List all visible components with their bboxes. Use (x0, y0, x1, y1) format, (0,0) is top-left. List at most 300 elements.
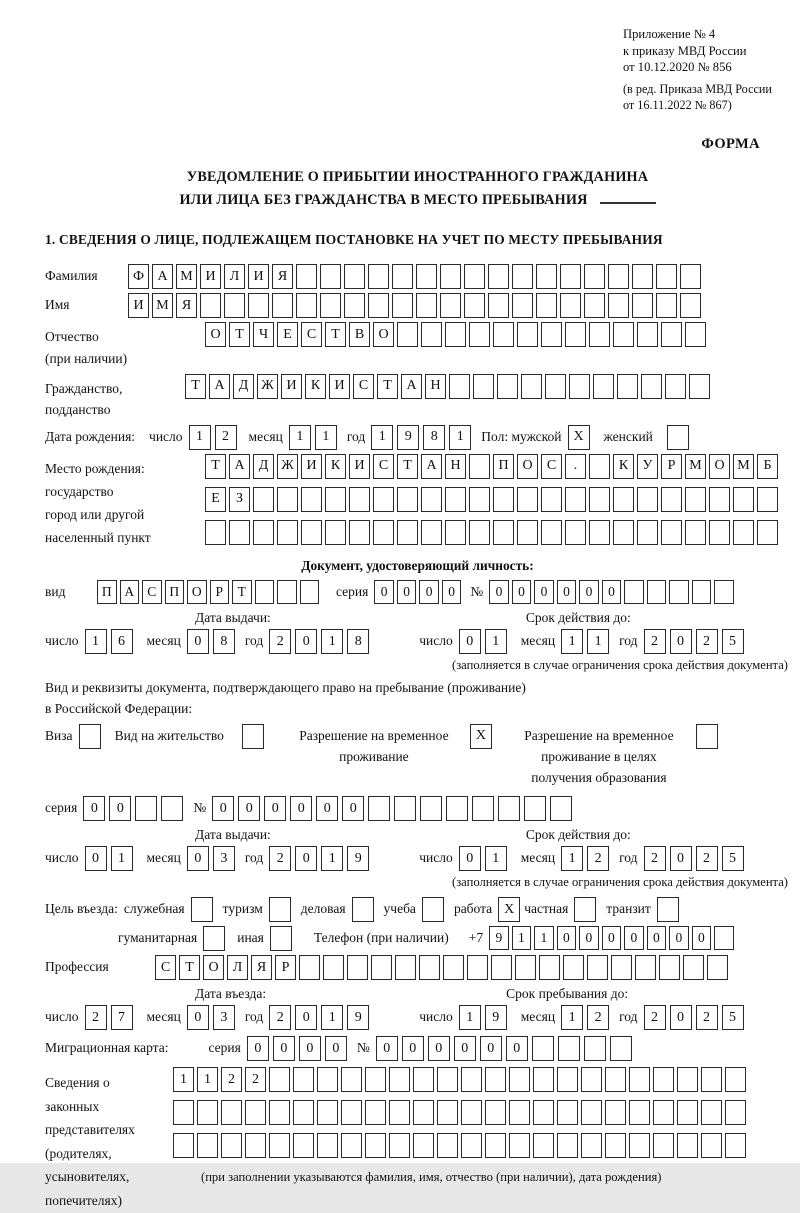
char-cell[interactable]: А (229, 454, 250, 479)
char-cell[interactable] (589, 454, 610, 479)
char-cell[interactable] (637, 487, 658, 512)
char-cell[interactable] (296, 293, 317, 318)
char-cell[interactable] (512, 264, 533, 289)
char-cell[interactable] (320, 264, 341, 289)
char-cell[interactable]: 0 (647, 926, 667, 950)
char-cell[interactable]: Д (253, 454, 274, 479)
char-cell[interactable]: 0 (273, 1036, 295, 1061)
char-cell[interactable] (135, 796, 157, 821)
char-cell[interactable]: А (152, 264, 173, 289)
char-cell[interactable] (293, 1067, 314, 1092)
char-cell[interactable] (488, 293, 509, 318)
char-cell[interactable]: 1 (534, 926, 554, 950)
char-cell[interactable]: И (128, 293, 149, 318)
char-cell[interactable] (689, 374, 710, 399)
char-cell[interactable] (272, 293, 293, 318)
char-cell[interactable]: 1 (459, 1005, 481, 1030)
char-cell[interactable] (574, 897, 596, 922)
char-cell[interactable]: 0 (506, 1036, 528, 1061)
char-cell[interactable]: Т (185, 374, 206, 399)
char-cell[interactable]: В (349, 322, 370, 347)
char-cell[interactable] (532, 1036, 554, 1061)
char-cell[interactable] (488, 264, 509, 289)
char-cell[interactable]: П (97, 580, 117, 604)
char-cell[interactable]: 2 (696, 629, 718, 654)
char-cell[interactable] (653, 1067, 674, 1092)
char-cell[interactable] (389, 1067, 410, 1092)
char-cell[interactable] (461, 1133, 482, 1158)
char-cell[interactable]: 0 (480, 1036, 502, 1061)
char-cell[interactable] (524, 796, 546, 821)
char-cell[interactable] (469, 322, 490, 347)
char-cell[interactable] (320, 293, 341, 318)
char-cell[interactable]: Д (233, 374, 254, 399)
char-cell[interactable]: 2 (85, 1005, 107, 1030)
char-cell[interactable]: 1 (197, 1067, 218, 1092)
char-cell[interactable] (653, 1133, 674, 1158)
char-cell[interactable] (301, 520, 322, 545)
char-cell[interactable]: 2 (215, 425, 237, 450)
char-cell[interactable] (437, 1133, 458, 1158)
char-cell[interactable] (605, 1067, 626, 1092)
char-cell[interactable]: Т (397, 454, 418, 479)
char-cell[interactable] (421, 520, 442, 545)
char-cell[interactable] (437, 1067, 458, 1092)
char-cell[interactable]: М (685, 454, 706, 479)
char-cell[interactable] (349, 520, 370, 545)
char-cell[interactable]: З (229, 487, 250, 512)
char-cell[interactable] (229, 520, 250, 545)
char-cell[interactable] (665, 374, 686, 399)
char-cell[interactable] (245, 1100, 266, 1125)
char-cell[interactable]: Т (377, 374, 398, 399)
char-cell[interactable]: 0 (692, 926, 712, 950)
char-cell[interactable] (709, 487, 730, 512)
char-cell[interactable]: 0 (109, 796, 131, 821)
char-cell[interactable]: О (373, 322, 394, 347)
char-cell[interactable] (464, 293, 485, 318)
char-cell[interactable] (449, 374, 470, 399)
char-cell[interactable]: Е (277, 322, 298, 347)
char-cell[interactable] (533, 1067, 554, 1092)
char-cell[interactable]: А (209, 374, 230, 399)
char-cell[interactable]: А (401, 374, 422, 399)
char-cell[interactable] (293, 1100, 314, 1125)
char-cell[interactable] (395, 955, 416, 980)
char-cell[interactable] (632, 264, 653, 289)
char-cell[interactable] (541, 487, 562, 512)
char-cell[interactable] (248, 293, 269, 318)
char-cell[interactable] (550, 796, 572, 821)
char-cell[interactable]: 8 (347, 629, 369, 654)
char-cell[interactable]: X (568, 425, 590, 450)
char-cell[interactable]: 0 (85, 846, 107, 871)
char-cell[interactable]: 1 (561, 629, 583, 654)
char-cell[interactable] (557, 1133, 578, 1158)
char-cell[interactable] (714, 580, 734, 604)
char-cell[interactable]: С (541, 454, 562, 479)
char-cell[interactable] (680, 264, 701, 289)
char-cell[interactable] (469, 520, 490, 545)
char-cell[interactable] (253, 520, 274, 545)
char-cell[interactable] (344, 293, 365, 318)
char-cell[interactable]: Л (224, 264, 245, 289)
char-cell[interactable] (541, 322, 562, 347)
char-cell[interactable]: 0 (670, 629, 692, 654)
char-cell[interactable]: Я (251, 955, 272, 980)
char-cell[interactable]: П (165, 580, 185, 604)
char-cell[interactable] (469, 487, 490, 512)
char-cell[interactable] (368, 796, 390, 821)
char-cell[interactable] (557, 1067, 578, 1092)
char-cell[interactable]: 0 (299, 1036, 321, 1061)
char-cell[interactable] (325, 520, 346, 545)
char-cell[interactable] (635, 955, 656, 980)
char-cell[interactable] (352, 897, 374, 922)
char-cell[interactable]: 5 (722, 1005, 744, 1030)
char-cell[interactable] (197, 1100, 218, 1125)
char-cell[interactable] (349, 487, 370, 512)
char-cell[interactable] (296, 264, 317, 289)
char-cell[interactable] (446, 796, 468, 821)
char-cell[interactable] (677, 1100, 698, 1125)
char-cell[interactable] (173, 1100, 194, 1125)
char-cell[interactable] (344, 264, 365, 289)
char-cell[interactable] (277, 520, 298, 545)
char-cell[interactable] (617, 374, 638, 399)
char-cell[interactable] (545, 374, 566, 399)
char-cell[interactable]: Т (229, 322, 250, 347)
char-cell[interactable] (498, 796, 520, 821)
char-cell[interactable]: А (421, 454, 442, 479)
char-cell[interactable]: И (200, 264, 221, 289)
char-cell[interactable] (563, 955, 584, 980)
char-cell[interactable] (605, 1100, 626, 1125)
char-cell[interactable]: М (733, 454, 754, 479)
char-cell[interactable]: 3 (213, 1005, 235, 1030)
char-cell[interactable] (253, 487, 274, 512)
char-cell[interactable]: 0 (459, 629, 481, 654)
char-cell[interactable] (605, 1133, 626, 1158)
char-cell[interactable] (647, 580, 667, 604)
char-cell[interactable]: 0 (83, 796, 105, 821)
char-cell[interactable] (493, 520, 514, 545)
char-cell[interactable]: 0 (247, 1036, 269, 1061)
char-cell[interactable]: И (301, 454, 322, 479)
char-cell[interactable]: Р (210, 580, 230, 604)
char-cell[interactable] (536, 264, 557, 289)
char-cell[interactable]: 0 (428, 1036, 450, 1061)
char-cell[interactable]: 3 (213, 846, 235, 871)
char-cell[interactable]: 0 (670, 1005, 692, 1030)
char-cell[interactable] (200, 293, 221, 318)
char-cell[interactable]: 2 (245, 1067, 266, 1092)
char-cell[interactable]: 2 (269, 629, 291, 654)
char-cell[interactable]: 1 (321, 1005, 343, 1030)
char-cell[interactable] (269, 897, 291, 922)
char-cell[interactable] (584, 1036, 606, 1061)
char-cell[interactable] (469, 454, 490, 479)
char-cell[interactable]: 0 (397, 580, 417, 604)
char-cell[interactable] (493, 487, 514, 512)
char-cell[interactable] (677, 1133, 698, 1158)
char-cell[interactable] (242, 724, 264, 749)
char-cell[interactable]: И (329, 374, 350, 399)
char-cell[interactable]: 8 (213, 629, 235, 654)
char-cell[interactable] (445, 487, 466, 512)
char-cell[interactable] (323, 955, 344, 980)
char-cell[interactable] (270, 926, 292, 951)
char-cell[interactable]: 1 (289, 425, 311, 450)
char-cell[interactable] (347, 955, 368, 980)
char-cell[interactable] (373, 487, 394, 512)
char-cell[interactable] (317, 1067, 338, 1092)
char-cell[interactable]: 0 (670, 846, 692, 871)
char-cell[interactable]: Я (176, 293, 197, 318)
char-cell[interactable] (255, 580, 275, 604)
char-cell[interactable] (491, 955, 512, 980)
char-cell[interactable]: И (248, 264, 269, 289)
char-cell[interactable]: Т (205, 454, 226, 479)
char-cell[interactable]: У (637, 454, 658, 479)
char-cell[interactable]: 1 (561, 1005, 583, 1030)
char-cell[interactable] (397, 520, 418, 545)
char-cell[interactable] (608, 264, 629, 289)
char-cell[interactable]: 0 (442, 580, 462, 604)
char-cell[interactable]: 0 (402, 1036, 424, 1061)
char-cell[interactable]: Ф (128, 264, 149, 289)
char-cell[interactable] (661, 520, 682, 545)
char-cell[interactable] (293, 1133, 314, 1158)
char-cell[interactable] (224, 293, 245, 318)
char-cell[interactable] (701, 1067, 722, 1092)
char-cell[interactable]: 0 (602, 580, 622, 604)
char-cell[interactable]: С (353, 374, 374, 399)
char-cell[interactable] (613, 520, 634, 545)
char-cell[interactable] (191, 897, 213, 922)
char-cell[interactable]: . (565, 454, 586, 479)
char-cell[interactable] (420, 796, 442, 821)
char-cell[interactable] (461, 1067, 482, 1092)
char-cell[interactable]: 0 (187, 1005, 209, 1030)
char-cell[interactable] (341, 1067, 362, 1092)
char-cell[interactable]: С (142, 580, 162, 604)
char-cell[interactable] (300, 580, 320, 604)
char-cell[interactable] (629, 1100, 650, 1125)
char-cell[interactable] (533, 1133, 554, 1158)
char-cell[interactable] (629, 1067, 650, 1092)
char-cell[interactable] (517, 487, 538, 512)
char-cell[interactable]: С (155, 955, 176, 980)
char-cell[interactable] (421, 322, 442, 347)
char-cell[interactable]: 0 (342, 796, 364, 821)
char-cell[interactable] (661, 487, 682, 512)
char-cell[interactable] (669, 580, 689, 604)
char-cell[interactable]: 1 (315, 425, 337, 450)
char-cell[interactable]: 0 (295, 846, 317, 871)
char-cell[interactable] (725, 1067, 746, 1092)
char-cell[interactable] (593, 374, 614, 399)
char-cell[interactable] (394, 796, 416, 821)
char-cell[interactable] (539, 955, 560, 980)
char-cell[interactable] (365, 1133, 386, 1158)
char-cell[interactable] (657, 897, 679, 922)
char-cell[interactable]: 0 (419, 580, 439, 604)
char-cell[interactable] (581, 1100, 602, 1125)
char-cell[interactable] (560, 293, 581, 318)
char-cell[interactable] (445, 520, 466, 545)
char-cell[interactable]: О (203, 955, 224, 980)
char-cell[interactable] (659, 955, 680, 980)
char-cell[interactable] (515, 955, 536, 980)
char-cell[interactable] (392, 264, 413, 289)
char-cell[interactable] (685, 520, 706, 545)
char-cell[interactable]: О (709, 454, 730, 479)
char-cell[interactable]: 0 (454, 1036, 476, 1061)
char-cell[interactable] (325, 487, 346, 512)
char-cell[interactable]: С (373, 454, 394, 479)
char-cell[interactable]: 9 (397, 425, 419, 450)
char-cell[interactable]: К (305, 374, 326, 399)
char-cell[interactable]: 0 (557, 926, 577, 950)
char-cell[interactable] (610, 1036, 632, 1061)
char-cell[interactable]: П (493, 454, 514, 479)
char-cell[interactable]: 2 (644, 846, 666, 871)
char-cell[interactable] (584, 293, 605, 318)
char-cell[interactable]: 1 (111, 846, 133, 871)
char-cell[interactable]: 0 (325, 1036, 347, 1061)
char-cell[interactable] (641, 374, 662, 399)
char-cell[interactable] (389, 1133, 410, 1158)
char-cell[interactable] (221, 1100, 242, 1125)
char-cell[interactable] (277, 487, 298, 512)
char-cell[interactable] (497, 374, 518, 399)
char-cell[interactable] (581, 1133, 602, 1158)
char-cell[interactable]: 1 (561, 846, 583, 871)
char-cell[interactable] (443, 955, 464, 980)
char-cell[interactable]: 0 (187, 629, 209, 654)
char-cell[interactable] (589, 322, 610, 347)
char-cell[interactable]: 0 (512, 580, 532, 604)
char-cell[interactable] (565, 487, 586, 512)
char-cell[interactable] (437, 1100, 458, 1125)
char-cell[interactable]: 2 (644, 1005, 666, 1030)
char-cell[interactable] (422, 897, 444, 922)
char-cell[interactable] (79, 724, 101, 749)
char-cell[interactable] (269, 1067, 290, 1092)
char-cell[interactable]: Р (275, 955, 296, 980)
char-cell[interactable]: И (349, 454, 370, 479)
char-cell[interactable] (656, 293, 677, 318)
char-cell[interactable] (509, 1133, 530, 1158)
char-cell[interactable]: 1 (485, 846, 507, 871)
char-cell[interactable]: К (325, 454, 346, 479)
char-cell[interactable]: 1 (189, 425, 211, 450)
char-cell[interactable]: 0 (212, 796, 234, 821)
char-cell[interactable] (467, 955, 488, 980)
char-cell[interactable] (557, 1100, 578, 1125)
char-cell[interactable]: 0 (557, 580, 577, 604)
char-cell[interactable]: Т (179, 955, 200, 980)
char-cell[interactable]: Е (205, 487, 226, 512)
char-cell[interactable] (541, 520, 562, 545)
char-cell[interactable] (397, 487, 418, 512)
char-cell[interactable]: К (613, 454, 634, 479)
char-cell[interactable]: М (152, 293, 173, 318)
char-cell[interactable]: 9 (489, 926, 509, 950)
char-cell[interactable] (440, 264, 461, 289)
char-cell[interactable] (421, 487, 442, 512)
char-cell[interactable] (757, 520, 778, 545)
char-cell[interactable]: 1 (512, 926, 532, 950)
char-cell[interactable] (413, 1100, 434, 1125)
char-cell[interactable] (205, 520, 226, 545)
char-cell[interactable] (661, 322, 682, 347)
char-cell[interactable] (733, 520, 754, 545)
char-cell[interactable] (245, 1133, 266, 1158)
char-cell[interactable] (485, 1067, 506, 1092)
char-cell[interactable] (440, 293, 461, 318)
char-cell[interactable]: Т (232, 580, 252, 604)
char-cell[interactable]: Я (272, 264, 293, 289)
char-cell[interactable]: 2 (269, 1005, 291, 1030)
char-cell[interactable] (413, 1067, 434, 1092)
char-cell[interactable] (569, 374, 590, 399)
char-cell[interactable]: Ж (277, 454, 298, 479)
char-cell[interactable] (587, 955, 608, 980)
char-cell[interactable]: 0 (579, 926, 599, 950)
char-cell[interactable] (589, 520, 610, 545)
char-cell[interactable] (277, 580, 297, 604)
char-cell[interactable]: Ч (253, 322, 274, 347)
char-cell[interactable] (299, 955, 320, 980)
char-cell[interactable] (221, 1133, 242, 1158)
char-cell[interactable]: М (176, 264, 197, 289)
char-cell[interactable] (461, 1100, 482, 1125)
char-cell[interactable] (517, 322, 538, 347)
char-cell[interactable] (301, 487, 322, 512)
char-cell[interactable] (714, 926, 734, 950)
char-cell[interactable] (637, 520, 658, 545)
char-cell[interactable]: Н (425, 374, 446, 399)
char-cell[interactable] (685, 487, 706, 512)
char-cell[interactable] (685, 322, 706, 347)
char-cell[interactable]: О (205, 322, 226, 347)
char-cell[interactable]: Б (757, 454, 778, 479)
char-cell[interactable] (637, 322, 658, 347)
char-cell[interactable]: 2 (587, 846, 609, 871)
char-cell[interactable] (365, 1067, 386, 1092)
char-cell[interactable]: 0 (295, 629, 317, 654)
char-cell[interactable] (473, 374, 494, 399)
char-cell[interactable]: 1 (321, 629, 343, 654)
char-cell[interactable]: 1 (449, 425, 471, 450)
char-cell[interactable]: Л (227, 955, 248, 980)
char-cell[interactable] (397, 322, 418, 347)
char-cell[interactable]: 0 (295, 1005, 317, 1030)
char-cell[interactable] (464, 264, 485, 289)
char-cell[interactable]: 9 (347, 1005, 369, 1030)
char-cell[interactable] (416, 293, 437, 318)
char-cell[interactable]: 2 (221, 1067, 242, 1092)
char-cell[interactable]: 7 (111, 1005, 133, 1030)
char-cell[interactable]: 0 (290, 796, 312, 821)
char-cell[interactable] (613, 322, 634, 347)
char-cell[interactable]: А (120, 580, 140, 604)
char-cell[interactable]: 9 (347, 846, 369, 871)
char-cell[interactable]: О (187, 580, 207, 604)
char-cell[interactable] (565, 520, 586, 545)
